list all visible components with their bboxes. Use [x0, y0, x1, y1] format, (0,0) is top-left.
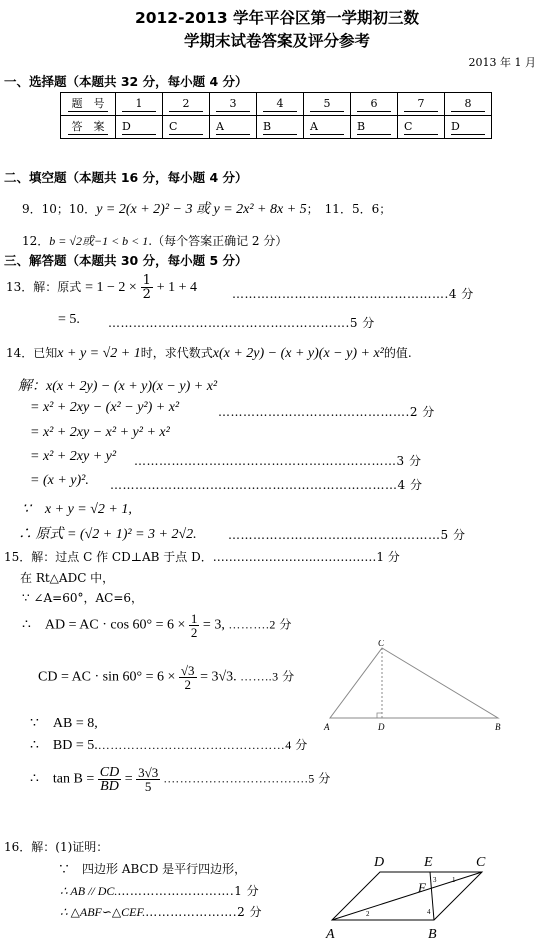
q14-step-4: = x² + 2xy + y² — [30, 449, 117, 464]
math: y = 2(x + 2)² − 3 或 y = 2x² + 8x + 5 — [96, 202, 307, 217]
question-number: 3 — [210, 93, 257, 116]
question-number: 1 — [116, 93, 163, 116]
text: 13．解：原式 — [6, 280, 82, 294]
answer-cell: A — [304, 116, 351, 139]
section-3-heading: 三、解答题（本题共 30 分，每小题 5 分） — [4, 253, 248, 268]
q14-dots-4: ………………………………………………………3 分 — [134, 454, 422, 468]
q14-step-5: = (x + y)². — [30, 473, 89, 488]
answer-cell: B — [351, 116, 398, 139]
q14-dots-5: ……………………………………………………………4 分 — [110, 478, 423, 492]
q13-dots-1: …………………………………………….4 分 — [232, 287, 474, 301]
label-a: A — [324, 722, 330, 732]
q14-step-3: = x² + 2xy − x² + y² + x² — [30, 425, 170, 440]
question-number: 6 — [351, 93, 398, 116]
q15-line-1: 15．解：过点 C 作 CD⊥AB 于点 D．……………………..……………1 分 — [4, 550, 400, 564]
q15-line-5: CD = AC · sin 60° = 6 × $\frac{√3}{2}$ = 3√3. ……..3 分 — [38, 663, 295, 692]
angle-label-2: 2 — [366, 910, 370, 918]
text: 9．10；10． — [22, 202, 97, 216]
question-number: 7 — [398, 93, 445, 116]
diagonal-ac — [332, 872, 482, 920]
label-a: A — [326, 927, 335, 942]
question-number: 2 — [163, 93, 210, 116]
angle-label-3: 3 — [433, 876, 437, 884]
answer-table-answer-row — [61, 116, 492, 139]
title-line-1: 2012-2013 学年平谷区第一学期初三数 — [134, 9, 420, 27]
answer-cell: D — [116, 116, 163, 139]
label-e: E — [424, 855, 433, 870]
q13-line-1 — [6, 274, 197, 301]
math: b = √2或−1 < b < 1 — [49, 234, 149, 248]
exam-date: 2013 年 1 月 — [468, 56, 536, 69]
label-d: D — [374, 855, 385, 870]
label-b: B — [428, 927, 437, 942]
answer-cell: B — [257, 116, 304, 139]
q16-line-3: ∴ AB // DC.……………………….1 分 — [60, 884, 260, 898]
text: ； 11．5．6； — [306, 202, 392, 216]
q15-line-3: ∵ ∠A=60°，AC=6， — [22, 591, 144, 605]
q14-result: ∴ 原式 = (√2 + 1)² = 3 + 2√2. — [18, 527, 197, 542]
angle-label-1: 1 — [452, 876, 456, 884]
label-c: C — [378, 640, 385, 648]
q14-step-2: = x² + 2xy − (x² − y²) + x² — [30, 400, 180, 415]
q15-line-2: 在 Rt△ADC 中， — [20, 571, 115, 585]
answer-table — [60, 92, 492, 139]
answer-cell: D — [445, 116, 492, 139]
answer-table-number-row — [61, 93, 492, 116]
q16-line-4: ∴ △ABF∽△CEF.………………….2 分 — [60, 905, 263, 919]
q15-line-4: ∴ AD = AC · cos 60° = 6 × $\frac{1}{2}$ = 3, ……….2 分 — [22, 611, 292, 640]
parallelogram-figure — [322, 850, 502, 944]
answer-cell: C — [163, 116, 210, 139]
q16-line-2: ∵ 四边形 ABCD 是平行四边形， — [58, 862, 247, 876]
answer-12 — [22, 232, 287, 249]
text: .（每个答案正确记 2 分） — [148, 234, 288, 248]
q14-dots-2: ……………………………………….2 分 — [218, 405, 435, 419]
math: + 1 + 4 — [156, 280, 198, 295]
answer-table-q-label: 题 号 — [61, 93, 116, 116]
fraction: $\frac{1}{2}$ — [142, 273, 151, 302]
math: = 1 − 2 × — [85, 280, 137, 295]
label-b: B — [495, 722, 501, 732]
q15-line-6: ∵ AB = 8, — [30, 716, 98, 731]
question-number: 4 — [257, 93, 304, 116]
q13-line-2: = 5. — [58, 312, 80, 327]
answer-9-11 — [22, 198, 391, 218]
question-number: 8 — [445, 93, 492, 116]
q14-prompt: 14．已知x + y = √2 + 1时，求代数式x(x + 2y) − (x + y)(x − y) + x²的值. — [6, 346, 412, 361]
q14-dots-7: ……………………………………………5 分 — [228, 528, 466, 542]
q15-line-7: ∴ BD = 5.………………………………………4 分 — [30, 738, 308, 753]
q15-line-8: ∴ tan B = $\frac{CD}{BD}$ = $\frac{3√3}{5}$ .…………………………….5 分 — [30, 765, 331, 794]
q14-step-1: 解：x(x + 2y) − (x + y)(x − y) + x² — [18, 379, 218, 394]
q16-line-1: 16．解：(1)证明： — [4, 840, 109, 854]
q14-given: ∵ x + y = √2 + 1, — [22, 502, 132, 517]
section-2-heading: 二、填空题（本题共 16 分，每小题 4 分） — [4, 170, 248, 185]
q13-dots-2: ………………………………………………….5 分 — [108, 316, 375, 330]
label-f: F — [418, 880, 426, 895]
title-line-2: 学期末试卷答案及评分参考 — [183, 32, 370, 50]
answer-cell: C — [398, 116, 445, 139]
triangle-figure — [320, 640, 510, 736]
answer-cell: A — [210, 116, 257, 139]
section-1-heading: 一、选择题（本题共 32 分，每小题 4 分） — [4, 74, 248, 89]
triangle-abc — [330, 648, 498, 718]
label-c: C — [476, 855, 486, 870]
label-d: D — [378, 722, 385, 732]
angle-label-4: 4 — [427, 908, 431, 916]
question-number: 5 — [304, 93, 351, 116]
text: 12． — [22, 234, 50, 248]
answer-table-a-label: 答 案 — [61, 116, 116, 139]
right-angle-mark — [377, 713, 382, 718]
